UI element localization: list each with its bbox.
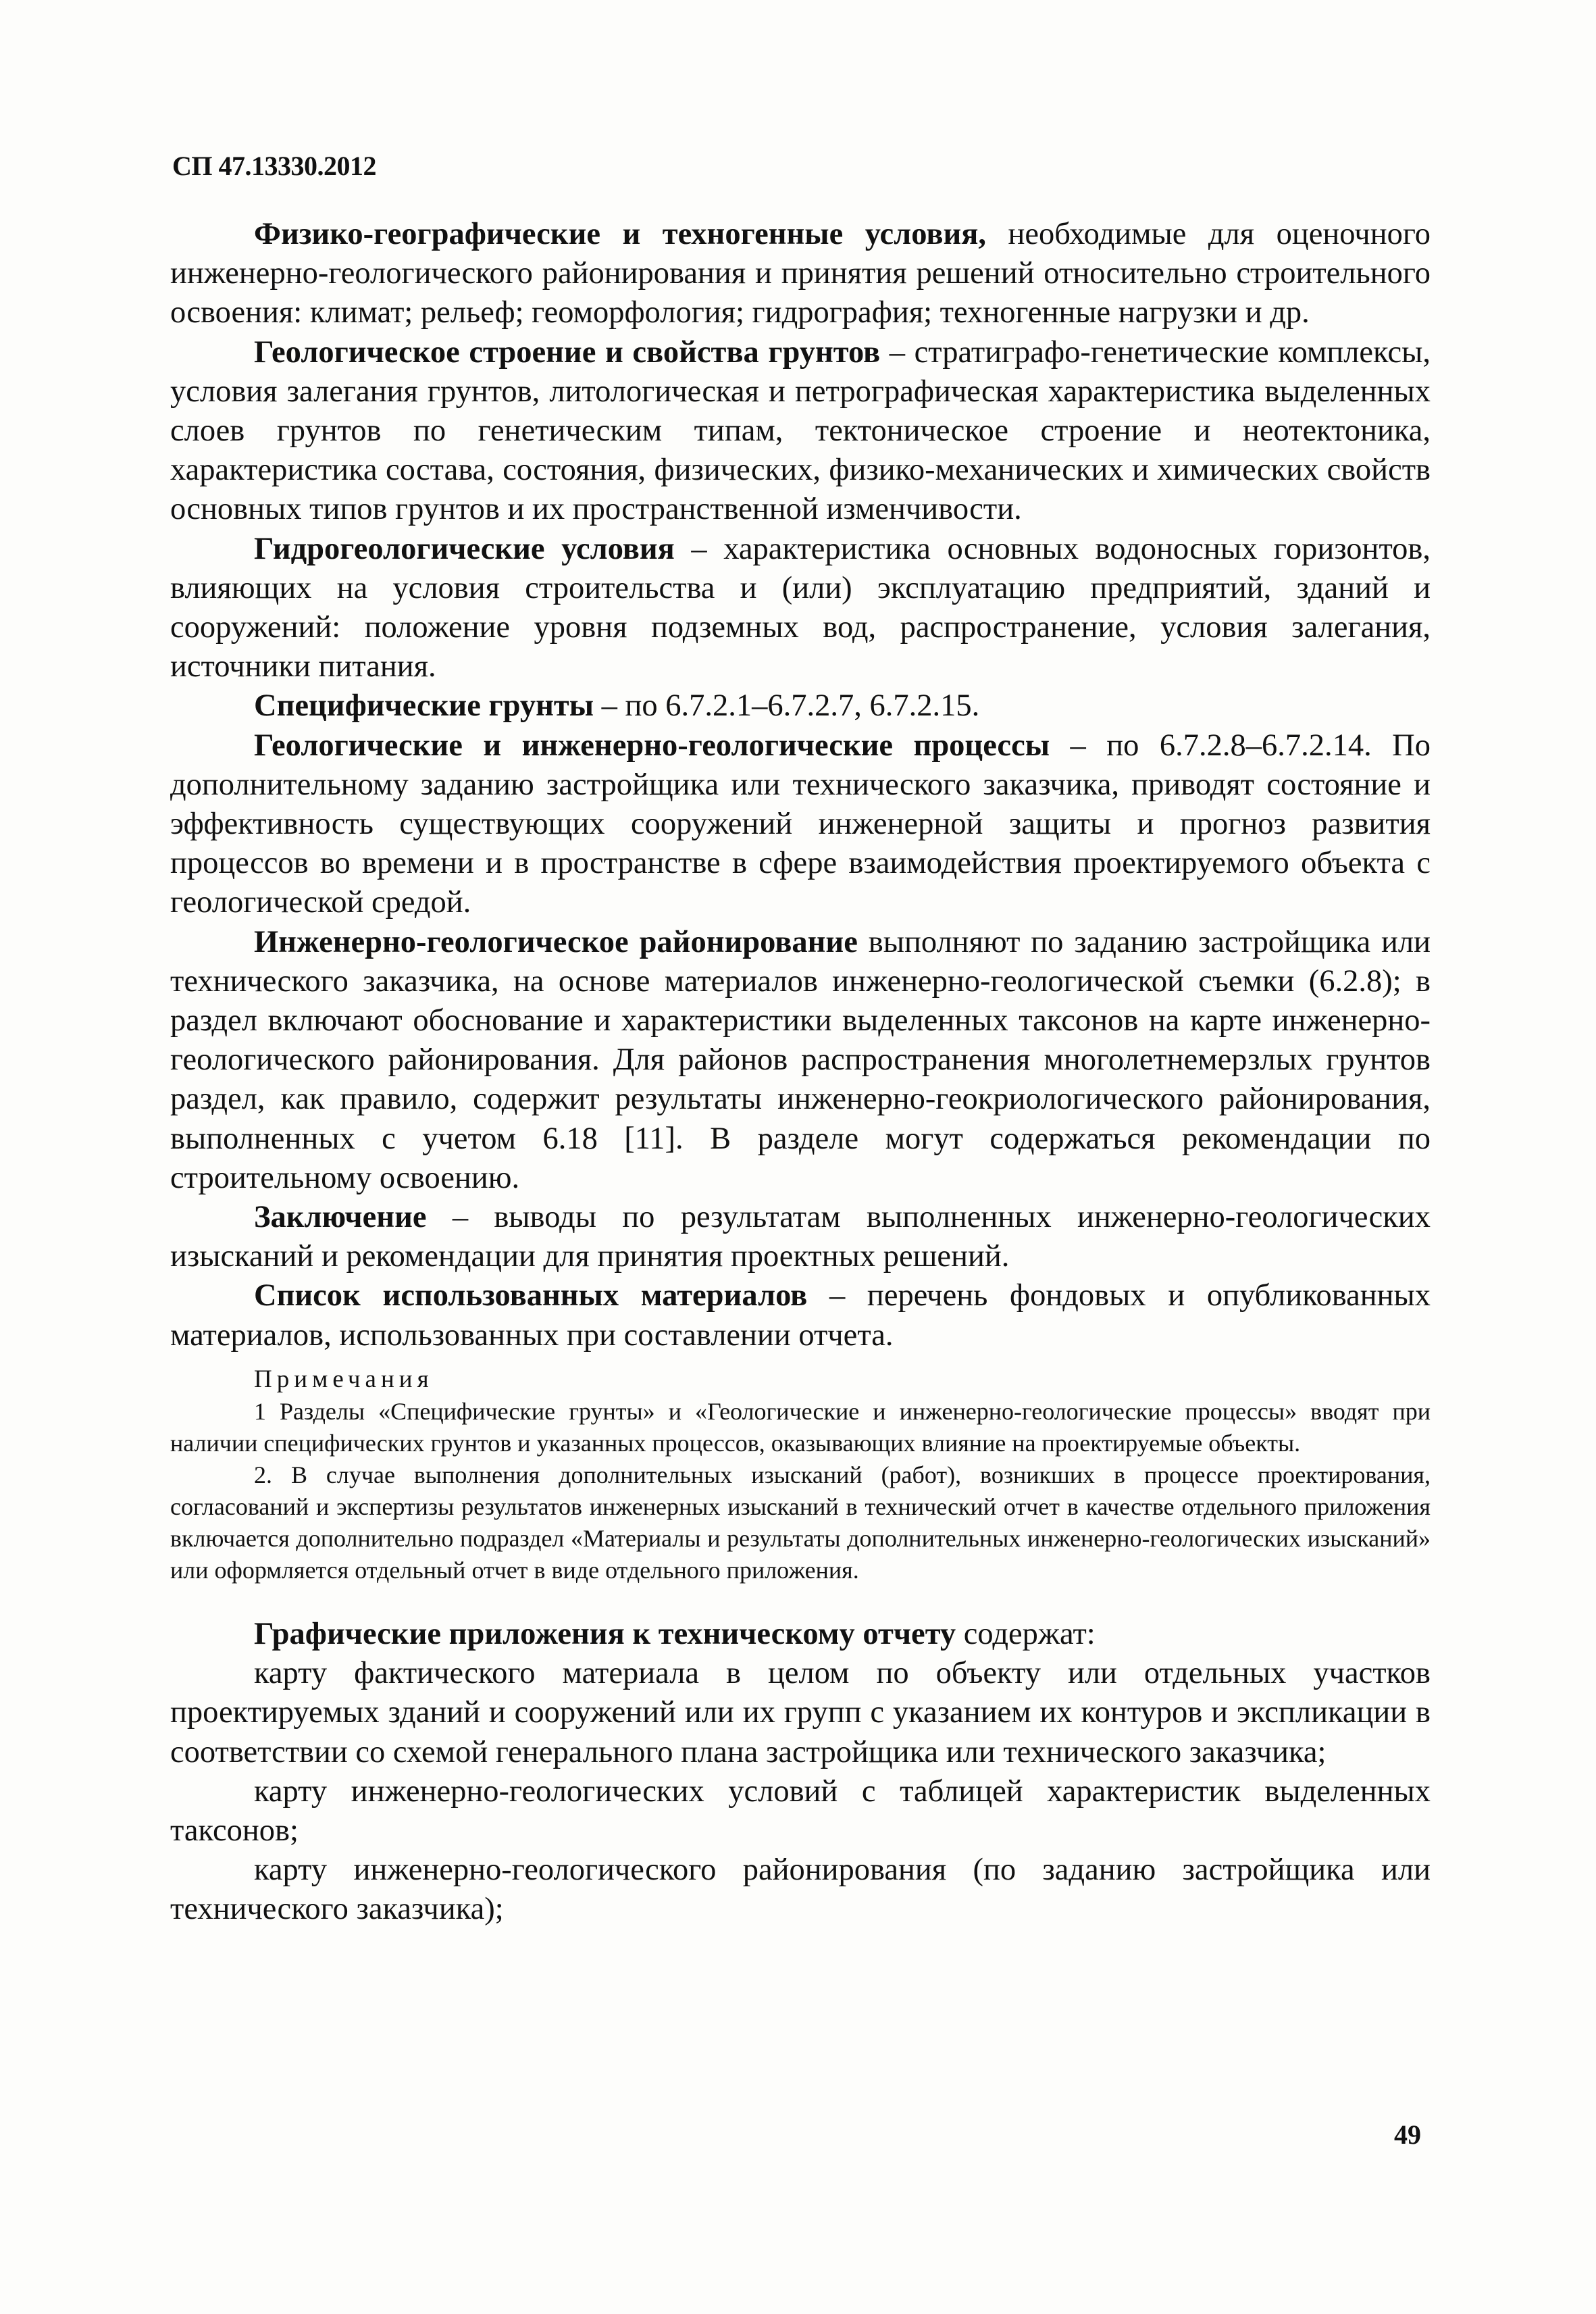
- section-references: [170, 1276, 1431, 1355]
- section-text: – по 6.7.2.1–6.7.2.7, 6.7.2.15.: [594, 688, 980, 724]
- section-text: – выводы по результатам выполненных инженерно-геологических изысканий и рекомендации для принятия проектных решений.: [170, 1200, 1431, 1274]
- section-term: Геологическое строение и свойства грунтов: [254, 334, 881, 370]
- section-text: содержат:: [956, 1616, 1096, 1651]
- body-text: [170, 215, 1431, 1930]
- section-specific-soils: [170, 686, 1431, 726]
- section-text: – характеристика основных водоносных горизонтов, влияющих на условия строительства и (или) эксплуатацию предприятий, зданий и сооружений: положение уровня подземных вод, распространение, условия залегания, источники питания.: [170, 531, 1431, 684]
- section-engineering-zoning: [170, 923, 1431, 1198]
- section-geological-processes: [170, 726, 1431, 923]
- appendix-item: карту инженерно-геологических условий с таблицей характеристик выделенных таксонов;: [170, 1774, 1431, 1848]
- appendix-item: карту фактического материала в целом по объекту или отдельных участков проектируемых зданий и сооружений или их групп с указанием их контуров и экспликации в соответствии со схемой генерального плана застройщика или технического заказчика;: [170, 1656, 1431, 1769]
- note-item: 1 Разделы «Специфические грунты» и «Геологические и инженерно-геологические процессы» вводят при наличии специфических грунтов и указанных процессов, оказывающих влияние на проектируемые объекты.: [170, 1397, 1431, 1457]
- note-item: 2. В случае выполнения дополнительных изысканий (работ), возникших в процессе проектирования, согласований и экспертизы результатов инженерных изысканий в технический отчет в качестве отдельного приложения включается дополнительно подраздел «Материалы и результаты дополнительных инженерно-геологических изысканий» или оформляется отдельный отчет в виде отдельного приложения.: [170, 1461, 1431, 1584]
- section-geological-structure: [170, 333, 1431, 530]
- section-term: Список использованных материалов: [254, 1278, 808, 1313]
- section-physical-geographic-conditions: [170, 215, 1431, 333]
- section-graphic-appendices: [170, 1615, 1431, 1654]
- section-term: Геологические и инженерно-геологические процессы: [254, 728, 1050, 763]
- section-term: Гидрогеологические условия: [254, 531, 675, 566]
- section-text: выполняют по заданию застройщика или технического заказчика, на основе материалов инженерно-геологической съемки (6.2.8); в раздел включают обоснование и характеристики выделенных таксонов на карте инженерно-геологического районирования. Для районов распространения многолетнемерзлых грунтов раздел, как правило, содержит результаты инженерно-геокриологического районирования, выполненных с учетом 6.18 [11]. В разделе могут содержаться рекомендации по строительному освоению.: [170, 924, 1431, 1195]
- section-term: Физико-географические и техногенные условия,: [254, 217, 987, 251]
- appendix-item: карту инженерно-геологического районирования (по заданию застройщика или технического заказчика);: [170, 1853, 1431, 1927]
- section-conclusion: [170, 1198, 1431, 1276]
- section-text: необходимые для оценочного инженерно-геологического районирования и принятия решений относительно строительного освоения: климат; рельеф; геоморфология; гидрография; техногенные нагрузки и др.: [170, 217, 1431, 330]
- notes-title: Примечания: [254, 1365, 434, 1393]
- section-text: – стратиграфо-генетические комплексы, условия залегания грунтов, литологическая и петрографическая характеристика выделенных слоев грунтов по генетическим типам, тектоническое строение и неотектоника, характеристика состава, состояния, физических, физико-механических и химических свойств основных типов грунтов и их пространственной изменчивости.: [170, 334, 1431, 527]
- section-text: – перечень фондовых и опубликованных материалов, использованных при составлении отчета.: [170, 1278, 1431, 1353]
- page-number: 49: [1394, 2119, 1421, 2150]
- section-term: Заключение: [254, 1200, 427, 1235]
- section-term: Специфические грунты: [254, 688, 594, 724]
- section-term: Инженерно-геологическое районирование: [254, 924, 858, 959]
- document-code: СП 47.13330.2012: [172, 151, 376, 181]
- notes-block: [170, 1363, 1431, 1586]
- section-text: – по 6.7.2.8–6.7.2.14. По дополнительному заданию застройщика или технического заказчика, приводят состояние и эффективность существующих сооружений инженерной защиты и прогноз развития процессов во времени и в пространстве в сфере взаимодействия проектируемого объекта с геологической средой.: [170, 728, 1431, 920]
- section-term: Графические приложения к техническому отчету: [254, 1616, 956, 1651]
- section-hydrogeological-conditions: [170, 530, 1431, 687]
